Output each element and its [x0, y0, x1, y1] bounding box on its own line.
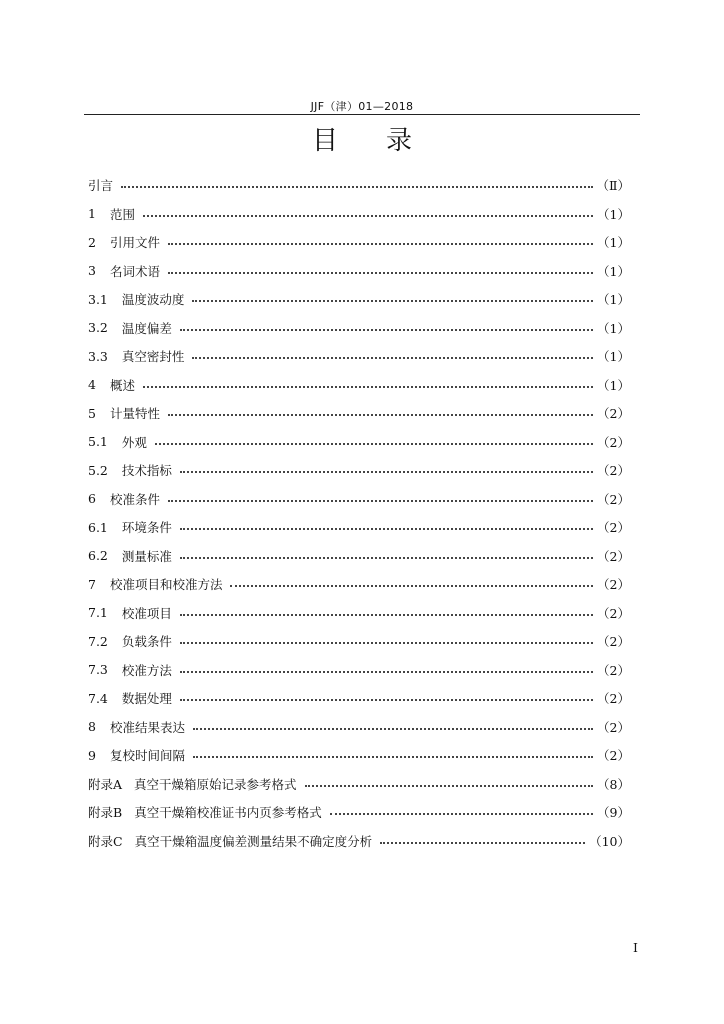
toc-entry [88, 513, 630, 542]
toc-entry-number: 3.2 [88, 320, 108, 336]
toc-entry-page: （1） [597, 320, 630, 336]
toc-dot-leader [168, 272, 593, 274]
toc-entry-number: 附录A [88, 776, 123, 792]
toc-entry [88, 200, 630, 229]
toc-dot-leader [192, 300, 593, 302]
toc-entry [88, 627, 630, 656]
toc-entry [88, 684, 630, 713]
toc-entry-label: 名词术语 [109, 263, 160, 279]
toc-dot-leader [192, 357, 593, 359]
toc-entry-number: 7.4 [88, 690, 108, 706]
toc-entry-page: （1） [597, 377, 630, 393]
toc-entry-number: 附录B [88, 805, 123, 821]
toc-entry [88, 399, 630, 428]
toc-entry-number: 7.1 [88, 605, 108, 621]
toc-entry-label: 校准条件 [109, 491, 160, 507]
page-number: I [633, 940, 638, 955]
toc-entry-label: 范围 [109, 206, 135, 222]
toc-entry-page: （2） [597, 691, 630, 707]
toc-entry-number: 8 [88, 719, 96, 735]
toc-entry-number: 7.2 [88, 633, 108, 649]
toc-entry-number: 3.3 [88, 348, 108, 364]
toc-entry-number: 3 [88, 263, 96, 279]
toc-entry [88, 827, 630, 856]
toc-entry [88, 456, 630, 485]
toc-entry [88, 570, 630, 599]
toc-dot-leader [143, 386, 593, 388]
toc-entry-page: （2） [597, 662, 630, 678]
toc-entry-number: 4 [88, 377, 96, 393]
toc-entry-number: 6 [88, 491, 96, 507]
toc-title: 目录 [311, 126, 460, 156]
toc-entry-label: 测量标准 [121, 548, 172, 564]
toc-entry-label: 负载条件 [121, 634, 172, 650]
toc-entry-page: （2） [597, 577, 630, 593]
toc-entry-label: 计量特性 [109, 406, 160, 422]
toc-entry-page: （2） [597, 634, 630, 650]
toc-entry [88, 428, 630, 457]
toc-entry [88, 713, 630, 742]
toc-dot-leader [330, 813, 593, 815]
toc-entry-label: 真空干燥箱原始记录参考格式 [134, 776, 297, 792]
toc-dot-leader [180, 642, 593, 644]
toc-entry [88, 314, 630, 343]
toc-entry [88, 285, 630, 314]
toc-entry-page: （10） [589, 833, 630, 849]
toc-entry-label: 引用文件 [109, 235, 160, 251]
toc-entry-page: （2） [597, 491, 630, 507]
toc-entry-page: （1） [597, 263, 630, 279]
toc-entry-label: 环境条件 [121, 520, 172, 536]
toc-entry [88, 599, 630, 628]
toc-entry-page: （1） [597, 349, 630, 365]
toc-entry-number: 6.1 [88, 519, 108, 535]
header-rule [84, 114, 640, 115]
toc-dot-leader [180, 557, 593, 559]
toc-dot-leader [230, 585, 593, 587]
toc-entry-page: （9） [597, 805, 630, 821]
toc-entry-page: （8） [597, 776, 630, 792]
toc-entry-number: 5 [88, 405, 96, 421]
toc-entry-number: 附录C [88, 833, 123, 849]
toc-dot-leader [305, 785, 594, 787]
toc-entry-page: （2） [597, 748, 630, 764]
toc-entry [88, 542, 630, 571]
toc-entry-label: 校准结果表达 [109, 719, 185, 735]
toc-entry-number: 2 [88, 234, 96, 250]
toc-entry [88, 741, 630, 770]
toc-entry-label: 技术指标 [121, 463, 172, 479]
toc-entry-number: 6.2 [88, 548, 108, 564]
toc-entry [88, 171, 630, 200]
toc-dot-leader [180, 528, 593, 530]
toc-entry-page: （2） [597, 434, 630, 450]
toc-entry-label: 数据处理 [121, 691, 172, 707]
toc-entry [88, 342, 630, 371]
toc-entry [88, 770, 630, 799]
toc-entry-label: 真空干燥箱温度偏差测量结果不确定度分析 [134, 833, 373, 849]
toc-entry [88, 371, 630, 400]
toc-entry-label: 概述 [109, 377, 135, 393]
toc-entry-page: （1） [597, 206, 630, 222]
toc-entry-label: 外观 [121, 434, 147, 450]
toc-entry-number: 5.2 [88, 462, 108, 478]
toc-dot-leader [180, 329, 593, 331]
toc-entry-number: 9 [88, 747, 96, 763]
toc-entry-number: 7 [88, 576, 96, 592]
toc-dot-leader [193, 728, 593, 730]
toc-entry-page: （2） [597, 605, 630, 621]
toc-dot-leader [168, 414, 593, 416]
toc-entry-number: 7.3 [88, 662, 108, 678]
toc-entry [88, 656, 630, 685]
toc-dot-leader [180, 671, 593, 673]
toc-entry-page: （1） [597, 235, 630, 251]
standard-code: JJF（津）01—2018 [310, 100, 414, 113]
toc-entry [88, 798, 630, 827]
toc-entry-label: 复校时间间隔 [109, 748, 185, 764]
toc-dot-leader [121, 186, 592, 188]
toc-entry-page: （1） [597, 292, 630, 308]
toc-dot-leader [143, 215, 593, 217]
toc-entry [88, 228, 630, 257]
toc-entry-label: 真空密封性 [121, 349, 185, 365]
toc-dot-leader [168, 500, 593, 502]
toc-entry-label: 校准方法 [121, 662, 172, 678]
toc-entry [88, 485, 630, 514]
toc-dot-leader [193, 756, 593, 758]
table-of-contents [88, 171, 630, 855]
toc-entry-label: 温度偏差 [121, 320, 172, 336]
toc-entry-label: 引言 [88, 178, 114, 194]
toc-entry-label: 校准项目 [121, 605, 172, 621]
toc-entry [88, 257, 630, 286]
toc-dot-leader [155, 443, 593, 445]
toc-entry-label: 校准项目和校准方法 [109, 577, 223, 593]
toc-dot-leader [168, 243, 593, 245]
toc-dot-leader [180, 614, 593, 616]
toc-entry-page: （2） [597, 463, 630, 479]
toc-entry-number: 5.1 [88, 434, 108, 450]
toc-dot-leader [380, 842, 585, 844]
toc-entry-page: （2） [597, 548, 630, 564]
toc-entry-label: 温度波动度 [121, 292, 185, 308]
toc-entry-page: （2） [597, 719, 630, 735]
toc-entry-page: （2） [597, 520, 630, 536]
toc-entry-page: （Ⅱ） [596, 178, 630, 194]
toc-dot-leader [180, 471, 593, 473]
toc-entry-number: 1 [88, 206, 96, 222]
toc-entry-label: 真空干燥箱校准证书内页参考格式 [134, 805, 322, 821]
toc-dot-leader [180, 699, 593, 701]
toc-entry-page: （2） [597, 406, 630, 422]
toc-entry-number: 3.1 [88, 291, 108, 307]
